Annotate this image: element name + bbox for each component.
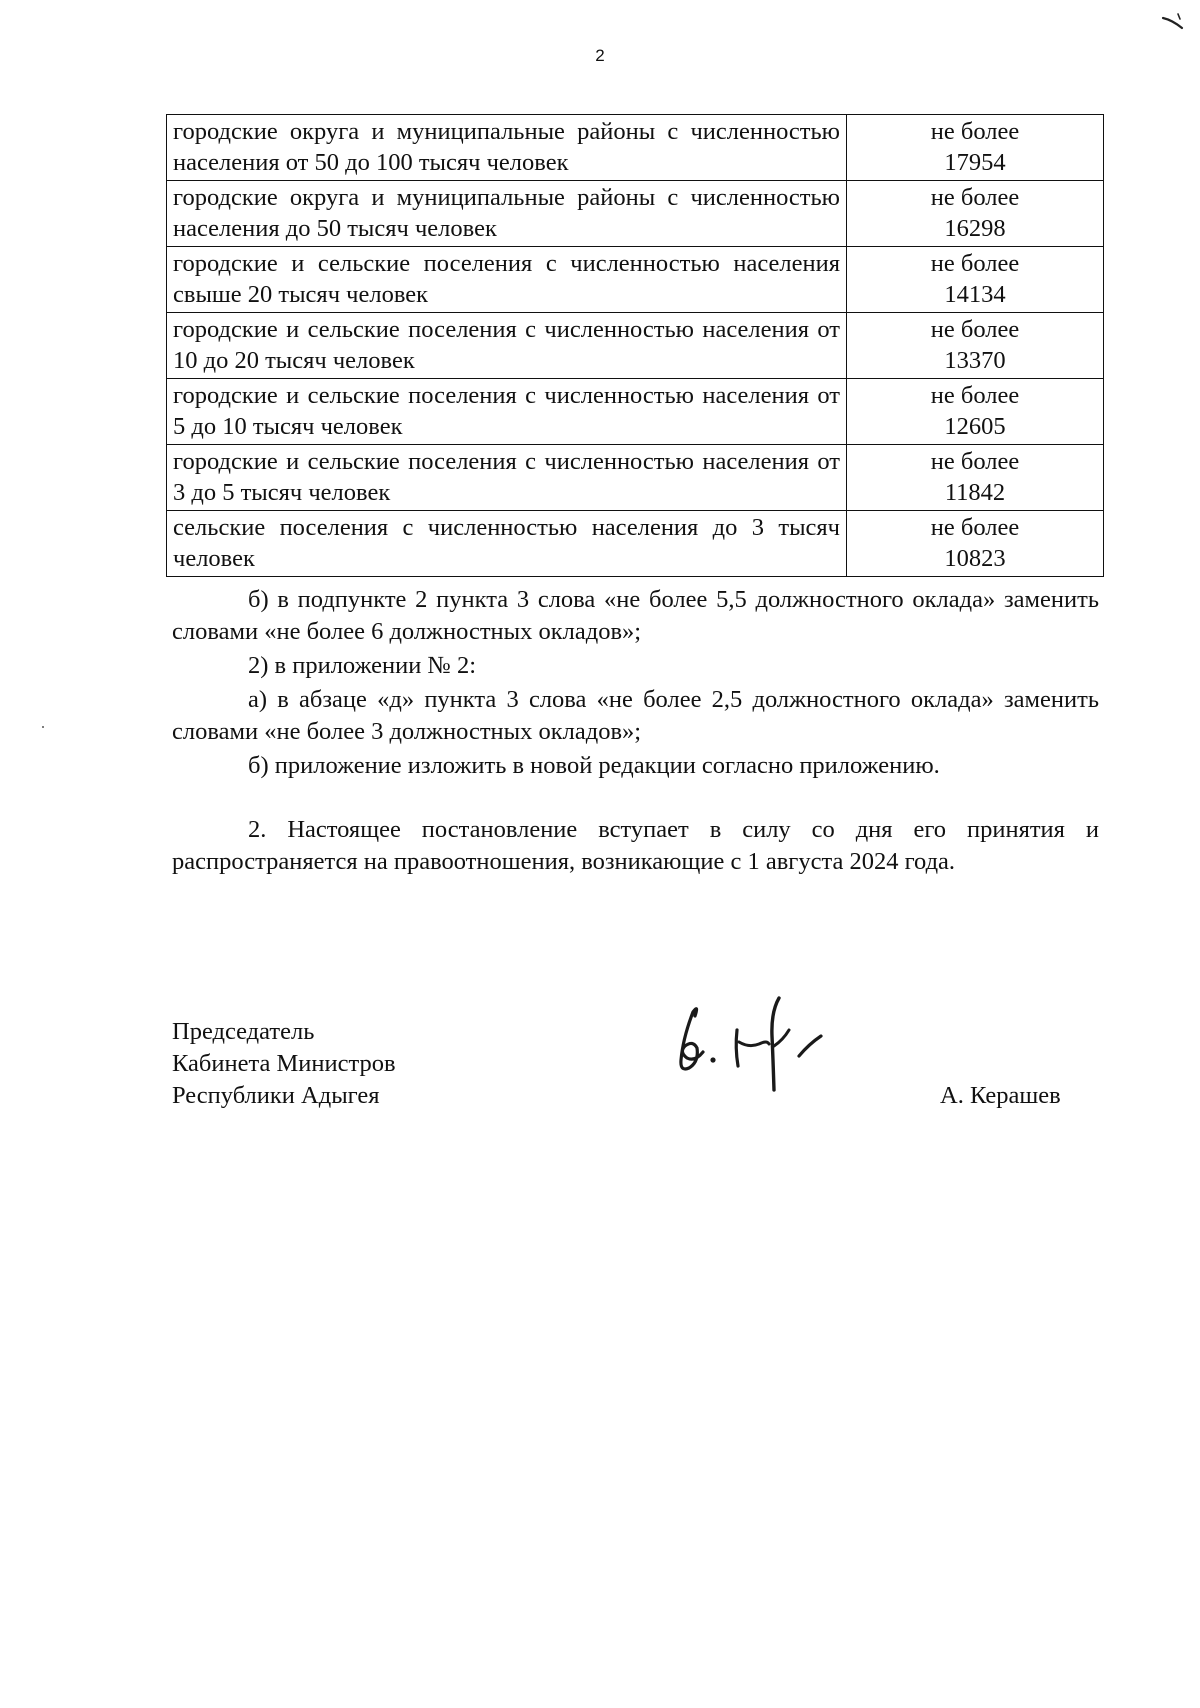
page-number: 2 — [595, 46, 605, 65]
table-row — [167, 511, 1104, 577]
signatory-title-block — [172, 1016, 396, 1112]
limit-value: 10823 — [944, 545, 1006, 572]
row-limit — [847, 115, 1104, 181]
row-description: городские и сельские поселения с численностью населения от 5 до 10 тысяч человек — [167, 379, 847, 445]
row-description: городские округа и муниципальные районы с численностью населения до 50 тысяч человек — [167, 181, 847, 247]
table-row — [167, 379, 1104, 445]
handwritten-signature — [675, 986, 855, 1096]
limits-table-body — [167, 115, 1104, 577]
signer-name: А. Керашев — [940, 1082, 1061, 1109]
limit-value: 13370 — [944, 347, 1006, 374]
paragraph-b-new-edition: б) приложение изложить в новой редакции согласно приложению. — [248, 752, 940, 779]
limit-value: 11842 — [944, 479, 1006, 506]
limit-label: не более — [930, 118, 1020, 145]
table-row — [167, 313, 1104, 379]
table-row — [167, 247, 1104, 313]
table-row — [167, 115, 1104, 181]
limit-label: не более — [930, 250, 1020, 277]
row-limit — [847, 313, 1104, 379]
row-description: городские и сельские поселения с численностью населения от 3 до 5 тысяч человек — [167, 445, 847, 511]
limit-label: не более — [930, 514, 1020, 541]
paragraph-appendix-2: 2) в приложении № 2: — [248, 652, 477, 679]
row-description: городские и сельские поселения с численностью населения свыше 20 тысяч человек — [167, 247, 847, 313]
row-limit — [847, 181, 1104, 247]
limits-table — [166, 114, 1104, 577]
limit-value: 14134 — [944, 281, 1006, 308]
paragraph-b-subpoint-2: б) в подпункте 2 пункта 3 слова «не более 5,5 должностного оклада» заменить словами «не более 6 должностных окладов»; — [172, 586, 1099, 645]
signatory-title-line: Республики Адыгея — [172, 1082, 380, 1109]
limit-value: 12605 — [944, 413, 1006, 440]
table-row — [167, 181, 1104, 247]
limit-label: не более — [930, 184, 1020, 211]
limit-label: не более — [930, 448, 1020, 475]
signatory-title-line: Кабинета Министров — [172, 1050, 396, 1077]
row-limit — [847, 379, 1104, 445]
margin-dot — [42, 726, 44, 728]
row-limit — [847, 445, 1104, 511]
limit-value: 17954 — [944, 149, 1006, 176]
limit-value: 16298 — [944, 215, 1006, 242]
paragraph-effective-date: 2. Настоящее постановление вступает в силу со дня его принятия и распространяется на правоотношения, возникающие с 1 августа 2024 года. — [172, 816, 1099, 875]
limit-label: не более — [930, 382, 1020, 409]
limit-label: не более — [930, 316, 1020, 343]
signatory-title-line: Председатель — [172, 1018, 315, 1045]
row-description: сельские поселения с численностью населения до 3 тысяч человек — [167, 511, 847, 577]
table-row — [167, 445, 1104, 511]
paragraph-a-abzats-d: а) в абзаце «д» пункта 3 слова «не более 2,5 должностного оклада» заменить словами «не более 3 должностных окладов»; — [172, 686, 1099, 745]
row-limit — [847, 247, 1104, 313]
corner-scan-mark — [1160, 10, 1186, 36]
row-description: городские округа и муниципальные районы с численностью населения от 50 до 100 тысяч человек — [167, 115, 847, 181]
row-description: городские и сельские поселения с численностью населения от 10 до 20 тысяч человек — [167, 313, 847, 379]
row-limit — [847, 511, 1104, 577]
